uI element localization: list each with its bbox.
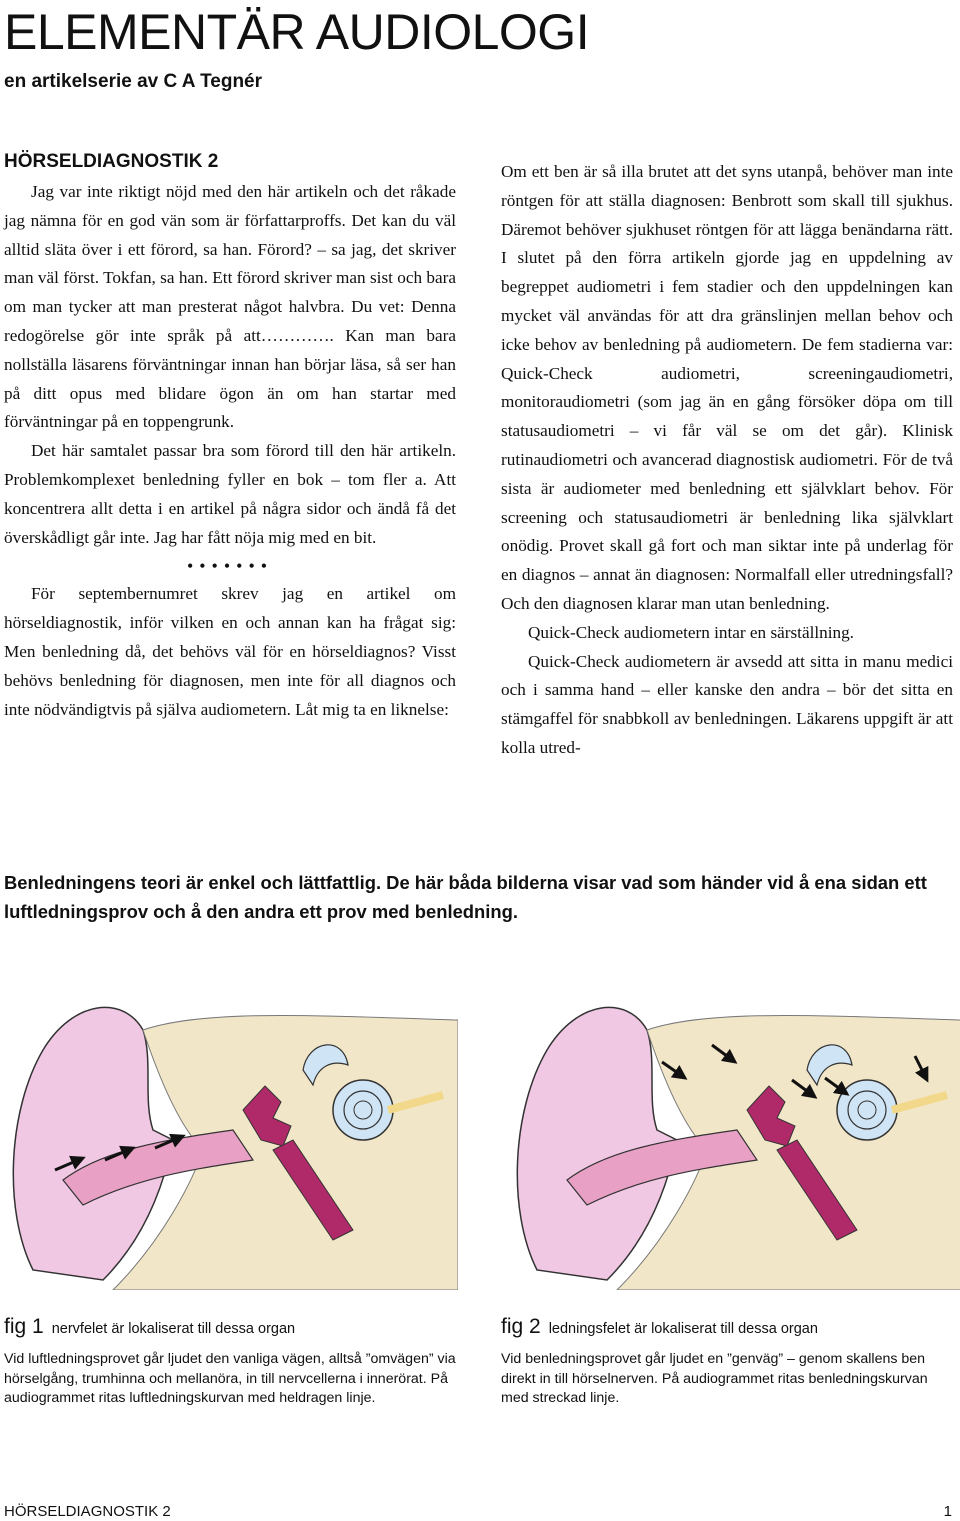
figure-description: Vid benledningsprovet går ljudet en ”genväg” – genom skallens ben direkt in till hörselnerven. På audiogrammet ritas benledningskurvan med streckad linje.	[501, 1351, 928, 1407]
figure-caption-heading	[501, 1316, 953, 1340]
figure-label: fig 1	[4, 1315, 44, 1338]
article-paragraph: Quick-Check audiometern är avsedd att sitta in manu medici och i samma hand – eller kanske den andra – bör det sitta en stämgaffel för snabbkoll av benledningen. Läkarens uppgift är att kolla utred-	[501, 651, 953, 757]
section-separator: •••••••	[186, 556, 274, 577]
figure-title: nervfelet är lokaliserat till dessa organ	[51, 1321, 296, 1337]
section-heading: HÖRSELDIAGNOSTIK 2	[4, 151, 219, 172]
figure-label: fig 2	[501, 1315, 541, 1338]
article-paragraph: Jag var inte riktigt nöjd med den här artikeln och det råkade jag nämna för en god vän som är författarproffs. Det kan du väl alltid släta över i ett förord, sa han. Förord? – sa jag, det skriver man väl först. Tokfan, sa han. Ett förord skriver man sist och bara om man tycker att man presterat något halvbra. Du vet: Denna redogörelse gör inte språk på att…………. Kan man bara nollställa läsarens förväntningar innan han börjar läsa, så ser han på ditt opus med blidare ögon än om han startar med förväntningar på en toppengrunk.	[4, 182, 456, 432]
footer-section-name: HÖRSELDIAGNOSTIK 2	[4, 1503, 171, 1520]
left-column	[4, 150, 456, 724]
ear-diagram-air-conduction	[3, 990, 458, 1290]
figure-title: ledningsfelet är lokaliserat till dessa organ	[548, 1321, 818, 1337]
article-paragraph: För septembernumret skrev jag en artikel om hörseldiagnostik, inför vilken en och annan kan ha frågat sig: Men benledning då, det behövs väl för en hörseldiagnos? Visst behövs benledning för diagnosen, men inte för all diagnos och inte nödvändigtvis på själva audiometern. Låt mig ta en liknelse:	[4, 584, 456, 719]
series-subtitle: en artikelserie av C A Tegnér	[4, 71, 263, 92]
figure-caption-1	[4, 1316, 456, 1409]
cochlea	[837, 1080, 897, 1140]
figure-caption-heading	[4, 1316, 456, 1340]
illustration-caption: Benledningens teori är enkel och lättfattlig. De här båda bilderna visar vad som händer vid å ena sidan ett luftledningsprov och å den andra ett prov med benledning.	[4, 872, 927, 922]
article-paragraph: Det här samtalet passar bra som förord till den här artikeln. Problemkomplexet benledning fyller en bok – tom fler a. Att koncentrera allt detta i en artikel på några sidor och ändå få det överskådligt går inte. Jag har fått nöja mig med en bit.	[4, 441, 456, 547]
article-paragraph: Quick-Check audiometern intar en särställning.	[528, 622, 854, 642]
figure-caption-2	[501, 1316, 953, 1409]
figure-description: Vid luftledningsprovet går ljudet den vanliga vägen, alltså ”omvägen” via hörselgång, trumhinna och mellanöra, in till nervcellerna i innerörat. På audiogrammet ritas luftledningskurvan med heldragen linje.	[4, 1351, 456, 1407]
article-paragraph: Om ett ben är så illa brutet att det syns utanpå, behöver man inte röntgen för att ställa diagnosen: Benbrott som skall till sjukhus. Däremot behöver sjukhuset röntgen för att lägga benändarna rätt. I slutet på den förra artikeln gjorde jag en uppdelning av begreppet audiometri i fem stadier och den uppdelningen kan mycket väl användas för att dra gränslinjen mellan behov och icke behov av benledning på audiometern. De fem stadierna var: Quick-Check audiometri, screeningaudiometri, monitoraudiometri (som jag än en gång försöker döpa om till statusaudiometri – vi får väl se om det går). Klinisk rutinaudiometri och avancerad diagnostisk audiometri. För de två sista är audiometer med benledning ett självklart behov. För screening och statusaudiometri är benledning lika självklart onödig. Provet skall gå fort och man siktar inte på underlag för en diagnos – annat än diagnosen: Normalfall eller utredningsfall? Och den diagnosen klarar man utan benledning.	[501, 162, 953, 613]
right-column	[501, 158, 953, 763]
page-title: ELEMENTÄR AUDIOLOGI	[4, 4, 590, 60]
cochlea	[333, 1080, 393, 1140]
page-number: 1	[943, 1503, 952, 1520]
ear-diagram-bone-conduction	[507, 990, 960, 1290]
